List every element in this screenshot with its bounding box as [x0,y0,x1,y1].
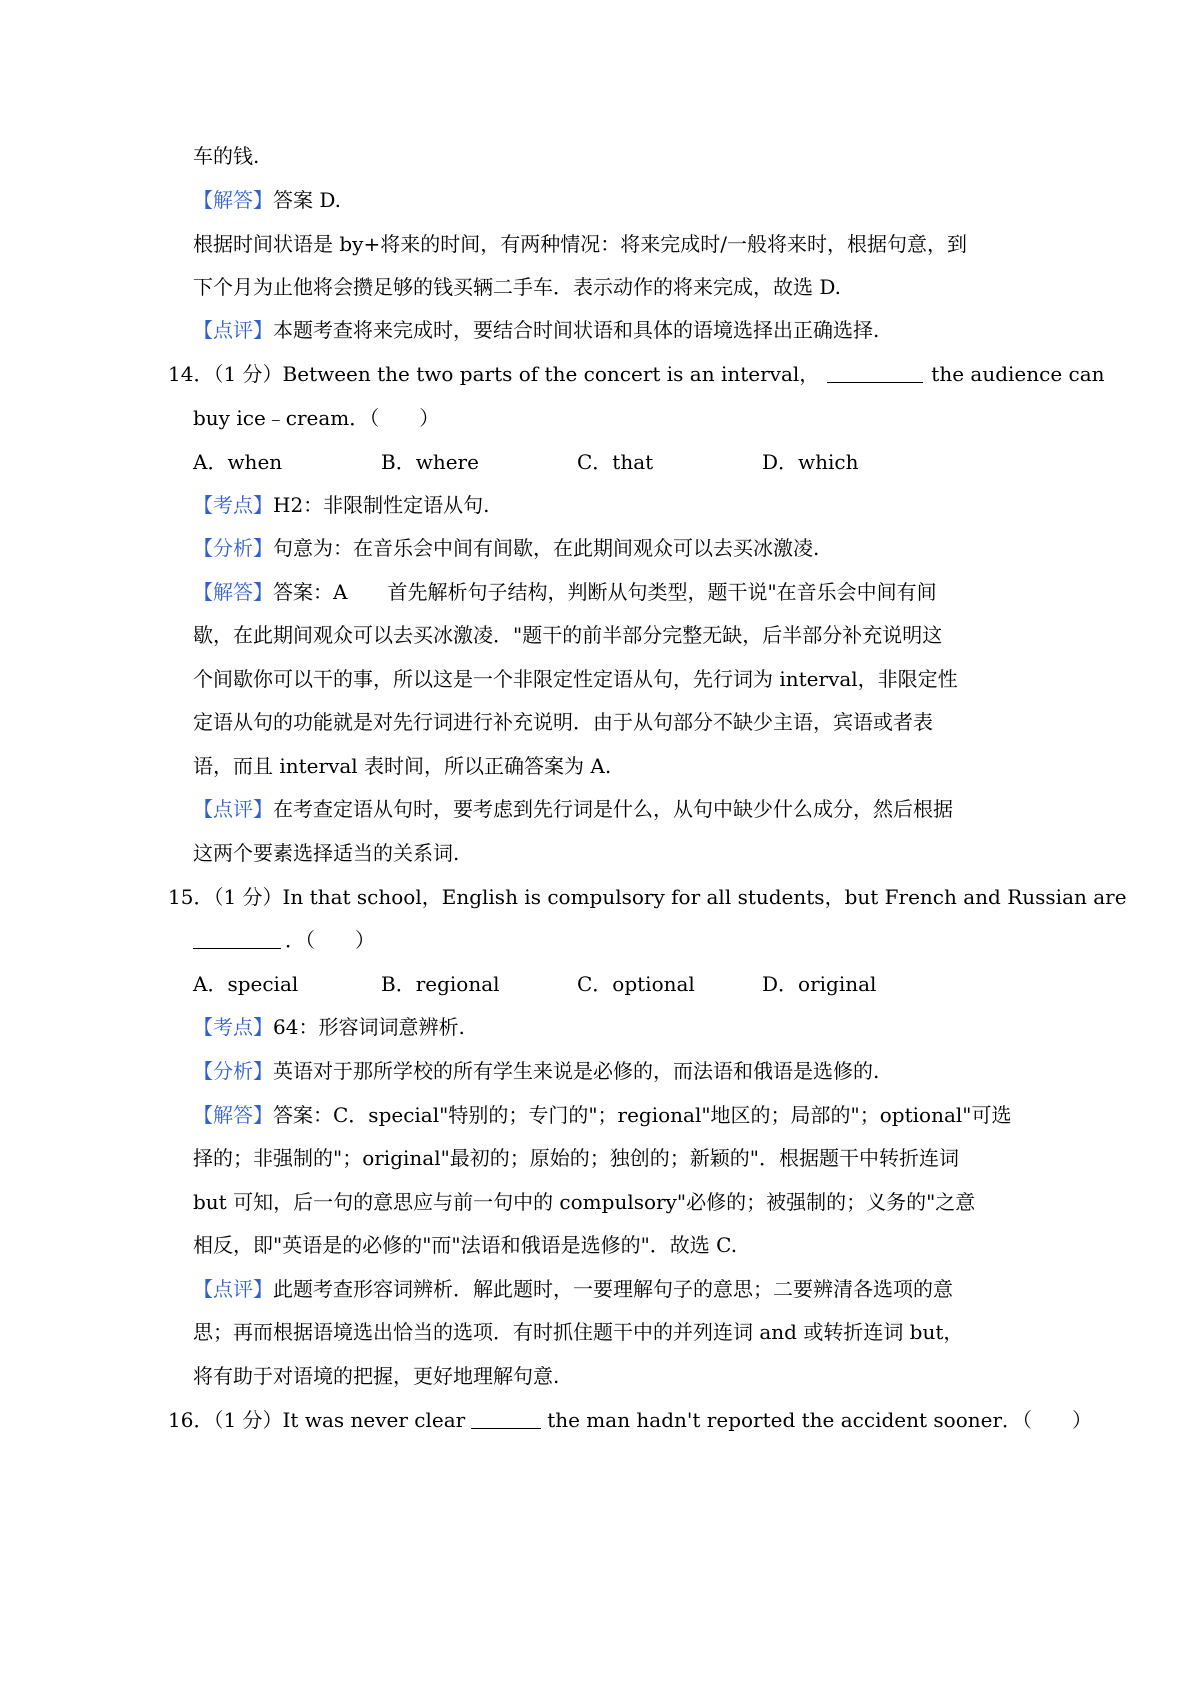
answer-line: 歇，在此期间观众可以去买冰激凌．"题干的前半部分完整无缺，后半部分补充说明这 [193,623,943,647]
answer-line: but 可知，后一句的意思应与前一句中的 compulsory"必修的；被强制的；义务的"之意 [193,1190,976,1214]
answer-paragraph [193,1101,1011,1129]
answer-blank [471,1408,541,1429]
analysis-paragraph [193,534,819,562]
comment-line: 这两个要素选择适当的关系词. [193,841,460,865]
answer-blank [827,362,923,383]
answer-text: 答案 D. [273,188,342,212]
analysis-paragraph [193,1057,879,1085]
comment-paragraph [193,795,953,823]
question-15-stem-line2 [193,926,375,954]
question-14-stem-part: the audience can [931,362,1105,386]
answer-paragraph [193,578,937,606]
option-c: C．optional [577,972,695,996]
comment-tag: 【点评】 [193,318,273,342]
point-paragraph [193,491,490,519]
comment-text: 本题考查将来完成时，要结合时间状语和具体的语境选择出正确选择. [273,318,880,342]
comment-line: 将有助于对语境的把握，更好地理解句意. [193,1364,560,1388]
answer-line: 个间歇你可以干的事，所以这是一个非限定性定语从句，先行词为 interval，非限定性 [193,667,958,691]
question-15-stem: 15．（1 分）In that school，English is compulsory for all students，but French and Russian are [168,885,1127,909]
option-b: B．regional [381,972,500,996]
question-15-stem-part: ．（ ） [285,928,375,952]
comment-paragraph [193,1275,953,1303]
question-14-stem [168,360,1105,388]
comment-tag: 【点评】 [193,1277,273,1301]
analysis-text: 英语对于那所学校的所有学生来说是必修的，而法语和俄语是选修的. [273,1059,880,1083]
question-14-stem-line2: buy ice﹣cream．（ ） [193,406,440,430]
continuation-line: 车的钱. [193,144,260,168]
explain-line: 根据时间状语是 by+将来的时间，有两种情况：将来完成时/一般将来时，根据句意，到 [193,232,967,256]
analysis-text: 句意为：在音乐会中间有间歇，在此期间观众可以去买冰激凌. [273,536,820,560]
answer-line: 相反，即"英语是的必修的"而"法语和俄语是选修的"．故选 C. [193,1233,738,1257]
option-d: D．original [762,972,877,996]
answer-tag: 【解答】 [193,580,273,604]
analysis-tag: 【分析】 [193,1059,273,1083]
answer-text: 答案：C．special"特别的；专门的"；regional"地区的；局部的"；optional"可选 [273,1103,1012,1127]
answer-line: 语，而且 interval 表时间，所以正确答案为 A. [193,754,612,778]
answer-tag: 【解答】 [193,1103,273,1127]
comment-text: 此题考查形容词辨析．解此题时，一要理解句子的意思；二要辨清各选项的意 [273,1277,953,1301]
answer-line: 定语从句的功能就是对先行词进行补充说明．由于从句部分不缺少主语，宾语或者表 [193,710,933,734]
comment-tag: 【点评】 [193,797,273,821]
comment-paragraph [193,316,879,344]
answer-blank [193,928,281,949]
question-16-stem [168,1406,1092,1434]
explain-line: 下个月为止他将会攒足够的钱买辆二手车．表示动作的将来完成，故选 D. [193,275,842,299]
question-16-stem-part: 16．（1 分）It was never clear [168,1408,466,1432]
point-text: H2：非限制性定语从句. [273,493,490,517]
point-paragraph [193,1013,465,1041]
option-a: A．when [193,450,283,474]
option-c: C．that [577,450,654,474]
answer-tag: 【解答】 [193,188,273,212]
point-text: 64：形容词词意辨析. [273,1015,465,1039]
option-a: A．special [193,972,299,996]
point-tag: 【考点】 [193,1015,273,1039]
question-16-stem-part: the man hadn't reported the accident sooner．（ ） [547,1408,1093,1432]
analysis-tag: 【分析】 [193,536,273,560]
answer-paragraph [193,186,341,214]
question-14-stem-part: 14．（1 分）Between the two parts of the concert is an interval， [168,362,820,386]
point-tag: 【考点】 [193,493,273,517]
answer-text: 答案：A 首先解析句子结构，判断从句类型，题干说"在音乐会中间有间 [273,580,937,604]
option-b: B．where [381,450,479,474]
comment-line: 思；再而根据语境选出恰当的选项．有时抓住题干中的并列连词 and 或转折连词 but， [193,1320,964,1344]
answer-line: 择的；非强制的"；original"最初的；原始的；独创的；新颖的"．根据题干中转折连词 [193,1146,959,1170]
comment-text: 在考查定语从句时，要考虑到先行词是什么，从句中缺少什么成分，然后根据 [273,797,953,821]
option-d: D．which [762,450,859,474]
